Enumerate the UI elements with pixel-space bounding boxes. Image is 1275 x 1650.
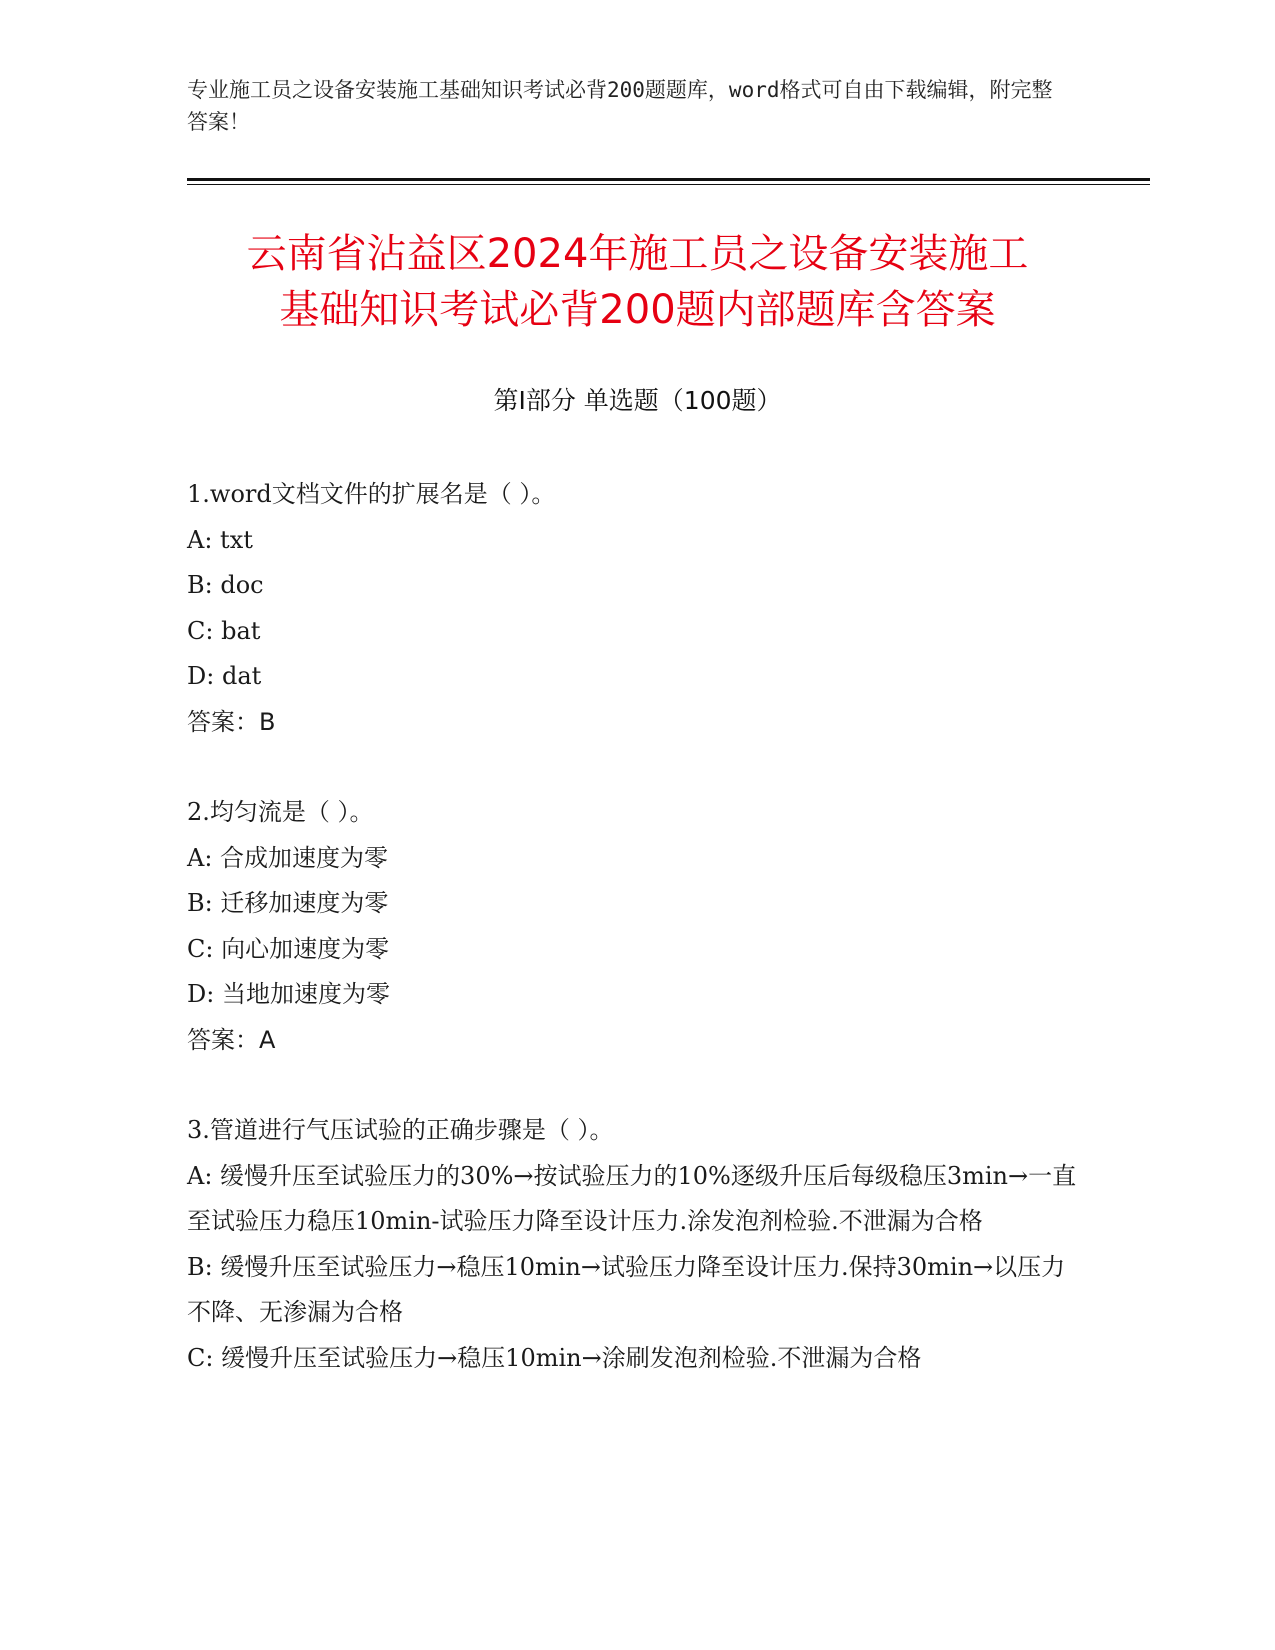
option-a: A: 合成加速度为零 bbox=[187, 843, 389, 872]
option-c: C: bat bbox=[187, 616, 261, 645]
option-b: B: 迁移加速度为零 bbox=[187, 889, 389, 917]
document-title bbox=[150, 226, 1125, 338]
question-1 bbox=[187, 472, 1087, 745]
option-d: D: 当地加速度为零 bbox=[187, 980, 390, 1008]
document-title-line-2: 基础知识考试必背200题内部题库含答案 bbox=[279, 287, 996, 333]
section-title: 第Ⅰ部分 单选题（100题） bbox=[493, 386, 782, 415]
document-title-line-1: 云南省沾益区2024年施工员之设备安装施工 bbox=[246, 231, 1029, 277]
question-stem: 3.管道进行气压试验的正确步骤是（ ）。 bbox=[187, 1116, 614, 1144]
option-b: B: doc bbox=[187, 571, 264, 599]
answer: 答案：B bbox=[187, 707, 276, 736]
header-rule-thin bbox=[187, 184, 1150, 185]
question-stem: 2.均匀流是（ ）。 bbox=[187, 798, 374, 826]
header-note: 专业施工员之设备安装施工基础知识考试必背200题题库，word格式可自由下载编辑，附完整答案！ bbox=[187, 78, 1053, 134]
option-a: A: txt bbox=[187, 525, 253, 554]
option-c: C: 向心加速度为零 bbox=[187, 934, 390, 963]
header-rule-thick bbox=[187, 178, 1150, 181]
option-d: D: dat bbox=[187, 662, 262, 690]
option-c: C: 缓慢升压至试验压力→稳压10min→涂刷发泡剂检验.不泄漏为合格 bbox=[187, 1343, 922, 1372]
question-3 bbox=[187, 1108, 1087, 1381]
question-spacer bbox=[187, 745, 1087, 790]
question-list bbox=[187, 472, 1087, 1381]
option-b: B: 缓慢升压至试验压力→稳压10min→试验压力降至设计压力.保持30min→以压力不降、无渗漏为合格 bbox=[187, 1252, 1066, 1326]
question-2 bbox=[187, 790, 1087, 1063]
option-a: A: 缓慢升压至试验压力的30%→按试验压力的10%逐级升压后每级稳压3min→一直至试验压力稳压10min-试验压力降至设计压力.涂发泡剂检验.不泄漏为合格 bbox=[187, 1161, 1077, 1235]
question-stem: 1.word文档文件的扩展名是（ ）。 bbox=[187, 480, 556, 508]
question-spacer bbox=[187, 1063, 1087, 1108]
answer: 答案：A bbox=[187, 1025, 276, 1054]
